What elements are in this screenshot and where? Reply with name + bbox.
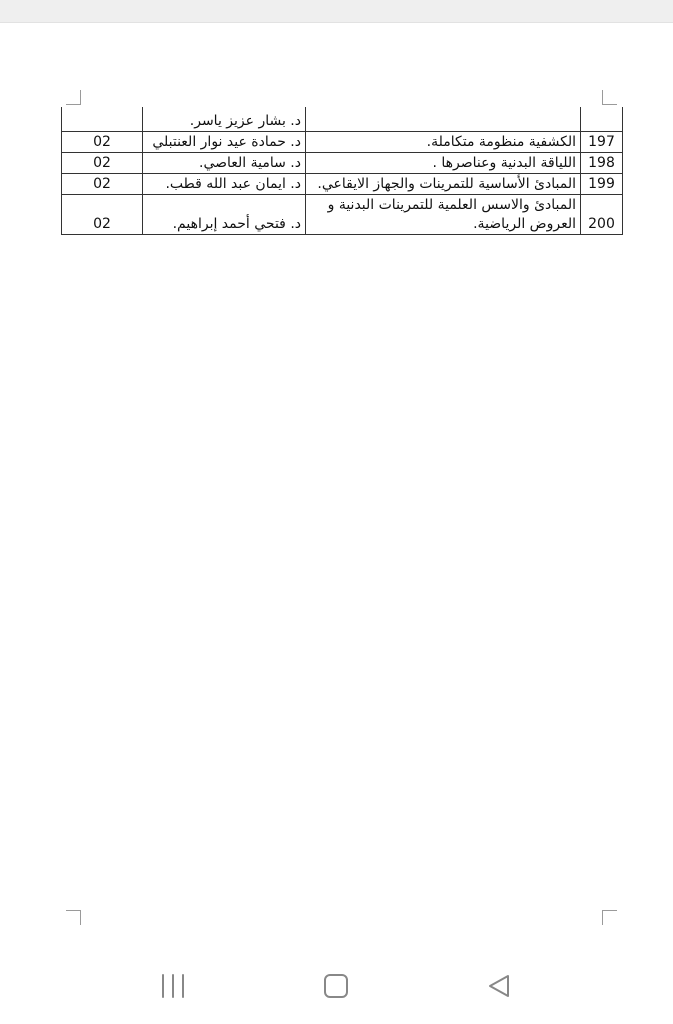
book-credit: 02	[62, 194, 143, 234]
book-author: د. فتحي أحمد إبراهيم.	[143, 194, 306, 234]
book-title: المبادئ والاسس العلمية للتمرينات البدنية و العروض الرياضية.	[306, 194, 581, 234]
page-corner-mark-bottom-left	[66, 910, 81, 925]
recent-apps-button[interactable]	[158, 971, 188, 1001]
book-number	[581, 107, 623, 131]
book-number: 198	[581, 152, 623, 173]
home-icon	[321, 971, 351, 1001]
page-corner-mark-bottom-right	[602, 910, 617, 925]
page-corner-mark-top-right	[602, 90, 617, 105]
table-row	[62, 152, 623, 173]
book-credit	[62, 107, 143, 131]
book-number: 200	[581, 194, 623, 234]
book-title: الكشفية منظومة متكاملة.	[306, 131, 581, 152]
book-author: د. ايمان عبد الله قطب.	[143, 173, 306, 194]
recent-apps-icon	[158, 971, 188, 1001]
table-row	[62, 173, 623, 194]
book-author: د. سامية العاصي.	[143, 152, 306, 173]
book-number: 199	[581, 173, 623, 194]
book-credit: 02	[62, 152, 143, 173]
book-title	[306, 107, 581, 131]
table-row	[62, 131, 623, 152]
book-title: المبادئ الأساسية للتمرينات والجهاز الايقاعي.	[306, 173, 581, 194]
book-title: اللياقة البدنية وعناصرها .	[306, 152, 581, 173]
back-button[interactable]	[484, 971, 514, 1001]
page-corner-mark-top-left	[66, 90, 81, 105]
home-button[interactable]	[321, 971, 351, 1001]
system-navigation-bar	[0, 955, 673, 1015]
book-author: د. بشار عزيز ياسر.	[143, 107, 306, 131]
table-row	[62, 107, 623, 131]
book-credit: 02	[62, 173, 143, 194]
book-credit: 02	[62, 131, 143, 152]
book-number: 197	[581, 131, 623, 152]
status-bar	[0, 0, 673, 23]
books-table	[61, 107, 623, 235]
back-icon	[484, 971, 514, 1001]
book-author: د. حمادة عيد نوار العنتبلي	[143, 131, 306, 152]
table-row	[62, 194, 623, 234]
